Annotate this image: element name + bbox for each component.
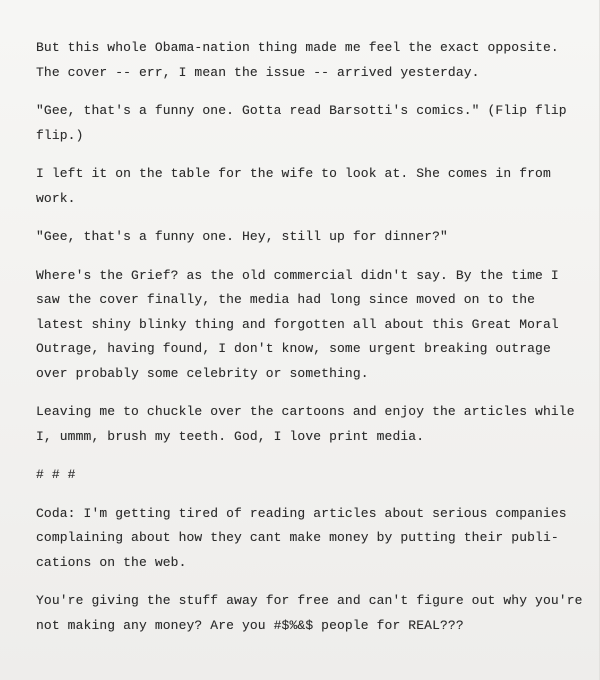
paragraph-8-line-1: You're giving the stuff away for free and can't figure out why you're — [36, 593, 583, 608]
paragraph-6-line-2: I, ummm, brush my teeth. God, I love print media. — [36, 428, 425, 444]
paragraph-3-line-1: I left it on the table for the wife to look at. She comes in from — [36, 166, 551, 181]
section-separator: # # # — [36, 467, 76, 482]
paragraph-6-line-1: Leaving me to chuckle over the cartoons and enjoy the articles while — [36, 404, 575, 419]
paragraph-5-line-5: over probably some celebrity or something. — [36, 365, 369, 381]
paragraph-4-line-1: "Gee, that's a funny one. Hey, still up for dinner?" — [36, 229, 448, 244]
paragraph-5-line-1: Where's the Grief? as the old commercial didn't say. By the time I — [36, 267, 559, 283]
paragraph-5-line-4: Outrage, having found, I don't know, some urgent breaking outrage — [36, 341, 551, 356]
paragraph-2-line-2: flip.) — [36, 127, 84, 143]
paragraph-5-line-2: saw the cover finally, the media had long since moved on to the — [36, 292, 536, 307]
paragraph-3-line-2: work. — [36, 190, 76, 206]
paragraph-2-line-1: "Gee, that's a funny one. Gotta read Barsotti's comics." (Flip flip — [36, 103, 567, 118]
paragraph-1-line-1: But this whole Obama-nation thing made me feel the exact opposite. — [36, 40, 559, 55]
paragraph-7-line-3: cations on the web. — [36, 554, 187, 570]
paragraph-1-line-2: The cover -- err, I mean the issue -- arrived yesterday. — [36, 64, 480, 80]
paragraph-5-line-3: latest shiny blinky thing and forgotten all about this Great Moral — [36, 316, 559, 332]
paragraph-8-line-2: not making any money? Are you #$%&$ people for REAL??? — [36, 617, 464, 633]
paragraph-7-line-1: Coda: I'm getting tired of reading articles about serious companies — [36, 505, 567, 521]
paragraph-7-line-2: complaining about how they cant make money by putting their publi- — [36, 530, 559, 545]
